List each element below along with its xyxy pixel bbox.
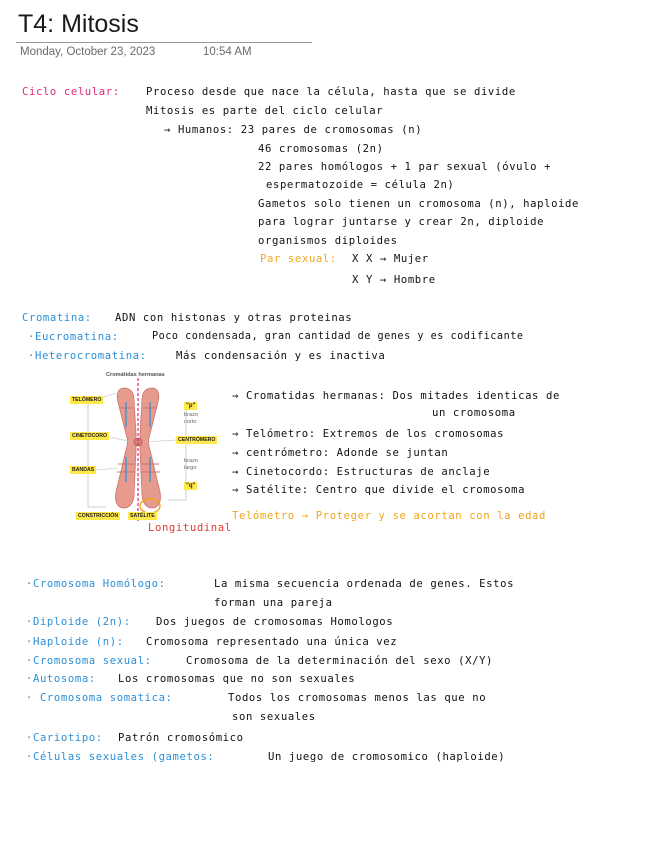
label-constriccion: CONSTRICCIÓN [78, 513, 119, 519]
haploide-def: Cromosoma representado una única vez [146, 636, 398, 648]
humanos-esperma: espermatozoide = célula 2n) [266, 179, 455, 191]
label-p: "p" [186, 403, 196, 409]
diagram-title: Cromátidas hermanas [106, 372, 165, 378]
gametos-line2: para lograr juntarse y crear 2n, diploide [258, 216, 545, 228]
homologo-def-2: forman una pareja [214, 597, 333, 609]
par-sexual-term: Par sexual: [260, 253, 337, 265]
label-bandas: BANDAS [72, 467, 95, 473]
note-date: Monday, October 23, 2023 [20, 46, 156, 58]
humanos-pares: 22 pares homólogos + 1 par sexual (óvulo + [258, 161, 552, 173]
somatica-term: · Cromosoma somatica: [26, 692, 173, 704]
cromatina-term: Cromatina: [22, 312, 92, 324]
somatica-def-2: son sexuales [232, 711, 316, 723]
sexual-def: Cromosoma de la determinación del sexo (X/Y) [186, 655, 494, 667]
note-cromatidas: → Cromatidas hermanas: Dos mitades identicas de [232, 390, 560, 402]
ciclo-line2: Mitosis es parte del ciclo celular [146, 105, 384, 117]
sexual-term: ·Cromosoma sexual: [26, 655, 152, 667]
label-q: "q" [186, 483, 196, 489]
note-telometro: → Telómetro: Extremos de los cromosomas [232, 428, 505, 440]
diploide-term: ·Diploide (2n): [26, 616, 131, 628]
note-satelite: → Satélite: Centro que divide el cromosoma [232, 484, 526, 496]
note-centrometro: → centrómetro: Adonde se juntan [232, 447, 449, 459]
heterocromatina-term: ·Heterocromatina: [28, 350, 147, 362]
heterocromatina-def: Más condensación y es inactiva [176, 350, 386, 362]
label-brazo-corto-2: corto [184, 419, 197, 425]
note-cinetocordo: → Cinetocordo: Estructuras de anclaje [232, 466, 491, 478]
eucromatina-def: Poco condensada, gran cantidad de genes y es codificante [152, 331, 524, 342]
label-brazo-largo-2: largo [184, 465, 197, 471]
note-cromatidas-2: un cromosoma [432, 407, 516, 419]
note-longitudinal: Longitudinal [148, 522, 232, 534]
homologo-term: ·Cromosoma Homólogo: [26, 578, 166, 590]
ciclo-term: Ciclo celular: [22, 86, 120, 98]
page-title: T4: Mitosis [18, 10, 139, 38]
chromosome-illustration [66, 372, 226, 524]
label-cinetocoro: CINETOCORO [72, 433, 108, 439]
haploide-term: ·Haploide (n): [26, 636, 124, 648]
label-centromero: CENTRÓMERO [178, 437, 216, 443]
humanos-2n: 46 cromosomas (2n) [258, 143, 384, 155]
note-telometro-edad: Telómetro → Proteger y se acortan con la edad [232, 510, 547, 522]
celulas-term: ·Células sexuales (gametos: [26, 751, 215, 763]
gametos-line: Gametos solo tienen un cromosoma (n), haploide [258, 198, 579, 210]
chromosome-diagram [66, 372, 226, 524]
autosoma-def: Los cromosomas que no son sexuales [118, 673, 356, 685]
label-brazo-largo-1: brazo [184, 458, 198, 464]
eucromatina-term: ·Eucromatina: [28, 331, 119, 343]
cariotipo-term: ·Cariotipo: [26, 732, 103, 744]
par-xy: X Y → Hombre [352, 274, 436, 286]
title-divider [16, 42, 312, 43]
homologo-def: La misma secuencia ordenada de genes. Estos [214, 578, 515, 590]
organismos-line: organismos diploides [258, 235, 398, 247]
autosoma-term: ·Autosoma: [26, 673, 96, 685]
celulas-def: Un juego de cromosomico (haploide) [268, 751, 506, 763]
ciclo-line1: Proceso desde que nace la célula, hasta que se divide [146, 86, 516, 98]
par-xx: X X → Mujer [352, 253, 429, 265]
label-telomero: TELÓMERO [72, 397, 102, 403]
diploide-def: Dos juegos de cromosomas Homologos [156, 616, 394, 628]
note-time: 10:54 AM [203, 46, 252, 58]
cariotipo-def: Patrón cromosómico [118, 732, 244, 744]
cromatina-def: ADN con histonas y otras proteinas [115, 312, 353, 324]
label-satelite: SATÉLITE [130, 513, 155, 519]
somatica-def: Todos los cromosomas menos las que no [228, 692, 487, 704]
label-brazo-corto-1: brazo [184, 412, 198, 418]
humanos-line: → Humanos: 23 pares de cromosomas (n) [164, 124, 423, 136]
